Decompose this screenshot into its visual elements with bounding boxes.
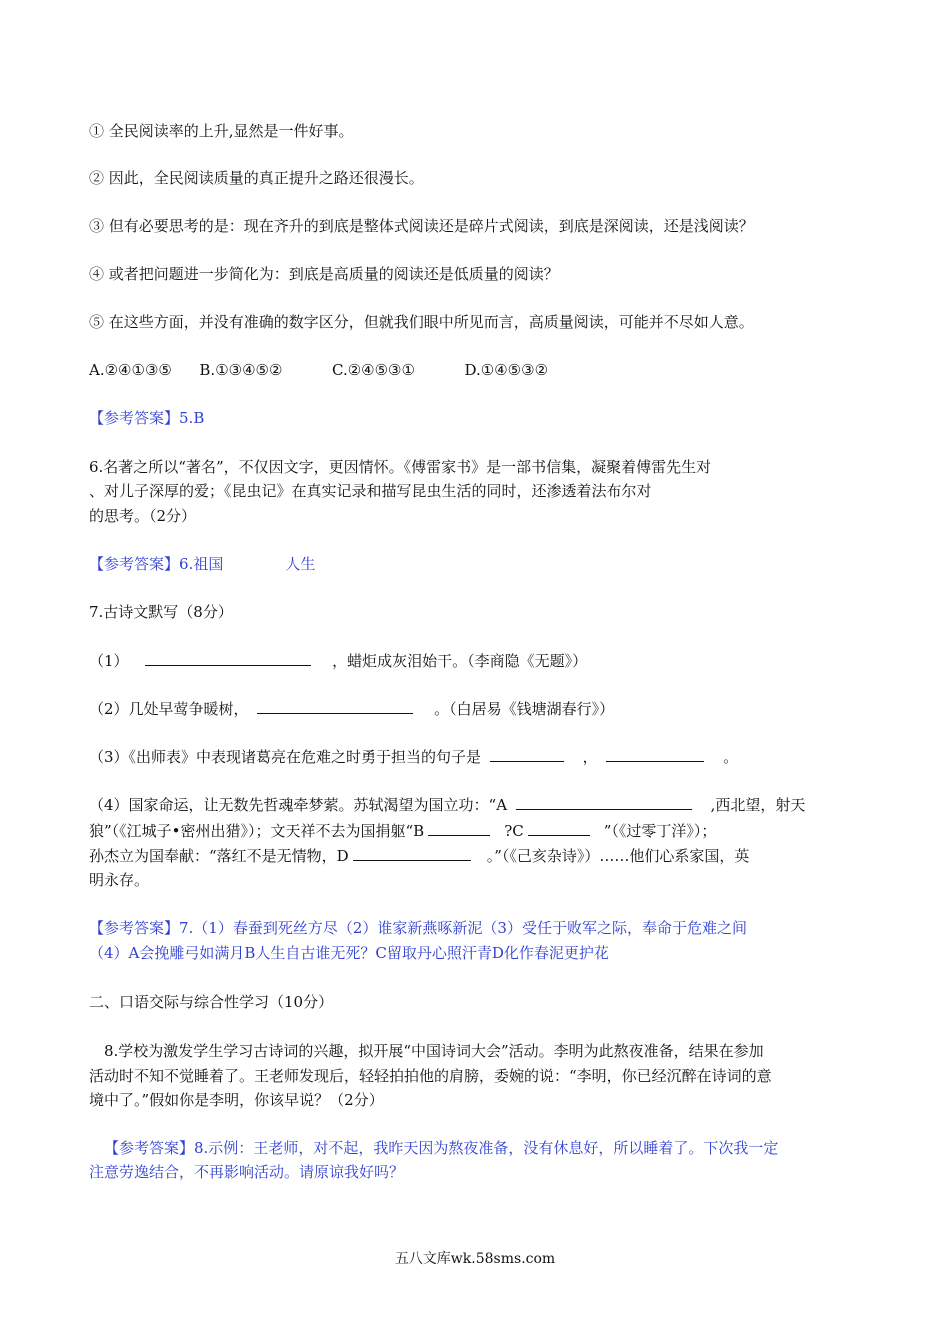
answer-blank[interactable] — [257, 698, 413, 714]
answer-blank-d[interactable] — [353, 845, 471, 861]
part-text: ,西北望，射天 — [710, 796, 806, 814]
q7-part-4-line-3 — [89, 845, 749, 866]
part-text: ?C — [504, 822, 524, 840]
part-text: 狼”（《江城子•密州出猎》）；文天祥不去为国捐躯“B — [89, 822, 425, 840]
sentence-1: ① 全民阅读率的上升,显然是一件好事。 — [89, 122, 354, 140]
answer-text-2: 人生 — [285, 555, 316, 573]
q6-line-2: 、对儿子深厚的爱；《昆虫记》在真实记录和描写昆虫生活的同时，还渗透着法布尔对 — [89, 482, 652, 500]
q8-line-1: 8.学校为激发学生学习古诗词的兴趣，拟开展“中国诗词大会”活动。李明为此熬夜准备，结果在参加 — [104, 1042, 764, 1060]
q6-line-3: 的思考。（2分） — [89, 507, 197, 525]
part-text: ”（《过零丁洋》）； — [603, 822, 717, 840]
option-b: B.①③④⑤② — [199, 361, 283, 379]
options-row — [89, 360, 548, 380]
q5-answer — [89, 408, 204, 428]
q8-line-2: 活动时不知不觉睡着了。王老师发现后，轻轻拍拍他的肩膀，委婉的说：“李明，你已经沉醉在诗词的意 — [89, 1067, 772, 1085]
option-c: C.②④⑤③① — [332, 361, 415, 379]
answer-text: 5.B — [179, 409, 205, 427]
part-text: ，蜡炬成灰泪始干。（李商隐《无题》） — [332, 652, 588, 670]
part-text: （4）国家命运，让无数先哲魂牵梦萦。苏轼渴望为国立功：“A — [89, 796, 508, 814]
sentence-2: ② 因此，全民阅读质量的真正提升之路还很漫长。 — [89, 169, 424, 187]
q8-answer-line-2: 注意劳逸结合，不再影响活动。请原谅我好吗？ — [89, 1163, 405, 1181]
section-2-title: 二、口语交际与综合性学习（10分） — [89, 993, 334, 1011]
part-text: 孙杰立为国奉献：“落红不是无情物，D — [89, 847, 349, 865]
option-a: A.②④①③⑤ — [89, 361, 172, 379]
q7-part-4-line-1 — [89, 794, 805, 815]
answer-blank-b[interactable] — [428, 820, 490, 836]
option-d: D.①④⑤③② — [464, 361, 549, 379]
answer-label: 【参考答案】 — [89, 409, 180, 427]
q7-part-4-line-4: 明永存。 — [89, 871, 150, 889]
q7-answer-line-2: （4）A会挽雕弓如满月B人生自古谁无死？C留取丹心照汗青D化作春泥更护花 — [89, 944, 609, 962]
footer-watermark: 五八文库wk.58sms.com — [394, 1251, 556, 1267]
q7-part-3 — [89, 746, 738, 767]
answer-blank-c[interactable] — [528, 820, 590, 836]
q7-part-1 — [89, 650, 587, 671]
part-text: （3）《出师表》中表现诸葛亮在危难之时勇于担当的句子是 — [89, 748, 482, 766]
answer-blank-a[interactable] — [516, 794, 692, 810]
q7-part-4-line-2 — [89, 820, 716, 841]
part-text: 。”（《己亥杂诗》）……他们心系家国，英 — [486, 847, 750, 865]
answer-label: 【参考答案】 — [89, 555, 180, 573]
part-tail: 。 — [723, 748, 739, 766]
q7-title: 7.古诗文默写（8分） — [89, 603, 233, 621]
q7-part-2 — [89, 698, 614, 719]
sentence-3: ③ 但有必要思考的是：现在齐升的到底是整体式阅读还是碎片式阅读，到底是深阅读，还是浅阅读？ — [89, 217, 754, 235]
q8-answer-line-1: 【参考答案】8.示例：王老师，对不起，我昨天因为熬夜准备，没有休息好，所以睡着了。下次我一定 — [104, 1139, 779, 1157]
q8-line-3: 境中了。”假如你是李明，你该早说？（2分） — [89, 1091, 384, 1109]
answer-blank[interactable] — [145, 650, 311, 666]
q7-answer-line-1: 【参考答案】7.（1）春蚕到死丝方尽（2）谁家新燕啄新泥（3）受任于败军之际，奉命于危难之间 — [89, 919, 747, 937]
part-number: （1） — [89, 652, 129, 670]
q6-line-1: 6.名著之所以“著名”，不仅因文字，更因情怀。《傅雷家书》是一部书信集，凝聚着傅雷先生对 — [89, 458, 712, 476]
q6-answer — [89, 554, 315, 574]
answer-blank[interactable] — [606, 746, 704, 762]
sentence-4: ④ 或者把问题进一步简化为：到底是高质量的阅读还是低质量的阅读？ — [89, 265, 559, 283]
part-text: （2）几处早莺争暖树， — [89, 700, 249, 718]
answer-blank[interactable] — [490, 746, 564, 762]
answer-text-1: 6.祖国 — [179, 555, 224, 573]
sentence-5: ⑤ 在这些方面，并没有准确的数字区分，但就我们眼中所见而言，高质量阅读，可能并不尽如人意。 — [89, 313, 754, 331]
part-tail: 。（白居易《钱塘湖春行》） — [434, 700, 615, 718]
part-mid: ， — [582, 748, 598, 766]
